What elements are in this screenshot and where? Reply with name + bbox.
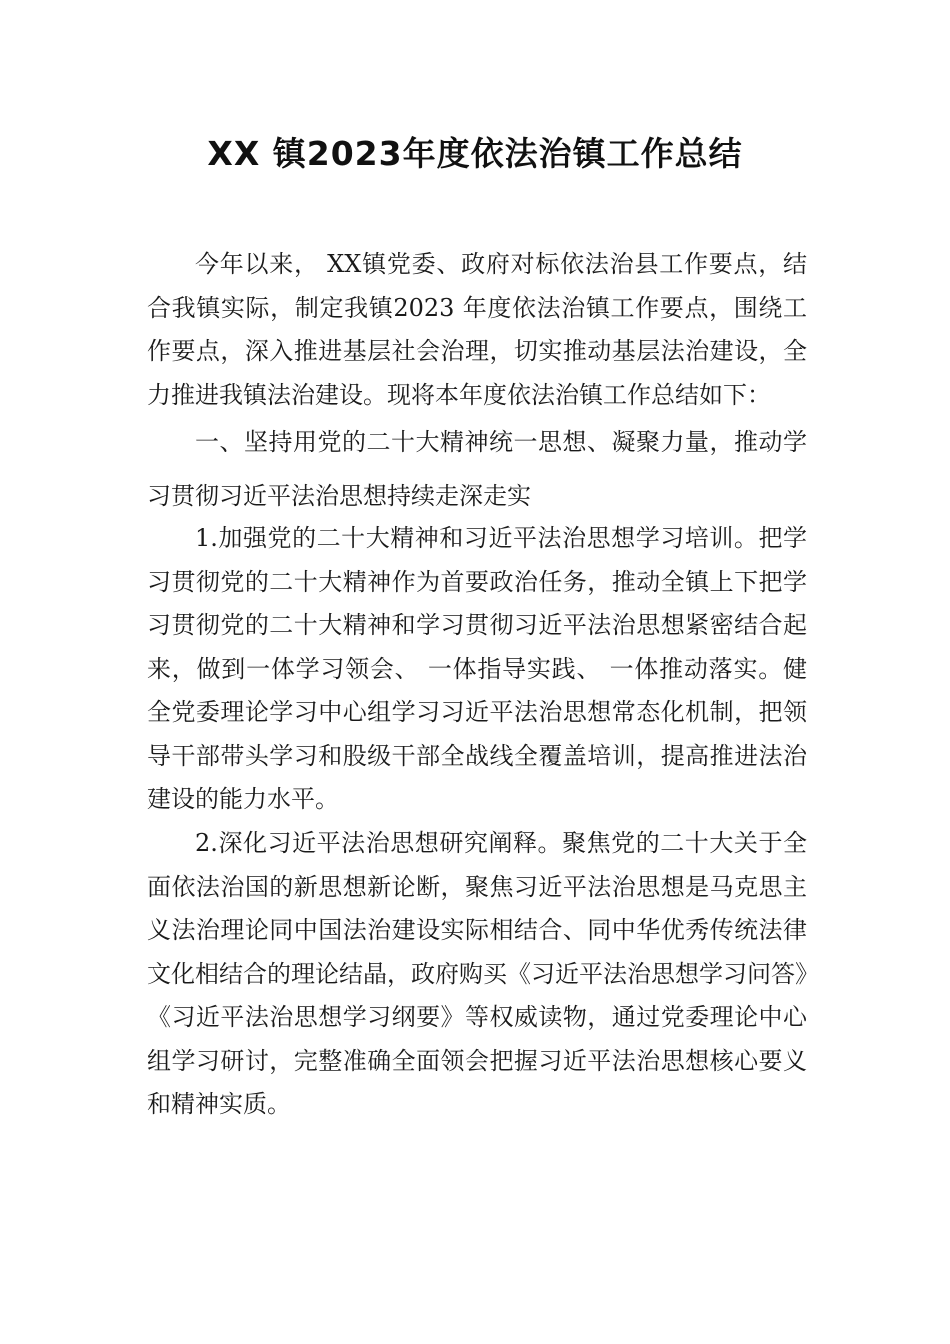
intro-paragraph: 今年以来， XX镇党委、政府对标依法治县工作要点，结合我镇实际，制定我镇2023 年度依法治镇工作要点，围绕工作要点，深入推进基层社会治理，切实推动基层法治建设，全力推进我镇法治建设。现将本年度依法治镇工作总结如下： bbox=[147, 250, 807, 409]
list-item-1-paragraph: 1.加强党的二十大精神和习近平法治思想学习培训。把学习贯彻党的二十大精神作为首要政治任务，推动全镇上下把学习贯彻党的二十大精神和学习贯彻习近平法治思想紧密结合起来，做到一体学习领会、 一体指导实践、 一体推动落实。健全党委理论学习中心组学习习近平法治思想常态化机制，把领导干部带头学习和股级干部全战线全覆盖培训，提高推进法治建设的能力水平。 bbox=[147, 524, 807, 813]
document-title: XX 镇2023年度依法治镇工作总结 bbox=[207, 134, 743, 173]
list-item-2-paragraph: 2.深化习近平法治思想研究阐释。聚焦党的二十大关于全面依法治国的新思想新论断，聚焦习近平法治思想是马克思主义法治理论同中国法治建设实际相结合、同中华优秀传统法律文化相结合的理论结晶，政府购买《习近平法治思想学习问答》《习近平法治思想学习纲要》等权威读物，通过党委理论中心组学习研讨，完整准确全面领会把握习近平法治思想核心要义和精神实质。 bbox=[147, 829, 807, 1118]
section-heading-1: 一、坚持用党的二十大精神统一思想、凝聚力量，推动学习贯彻习近平法治思想持续走深走实 bbox=[147, 428, 807, 510]
